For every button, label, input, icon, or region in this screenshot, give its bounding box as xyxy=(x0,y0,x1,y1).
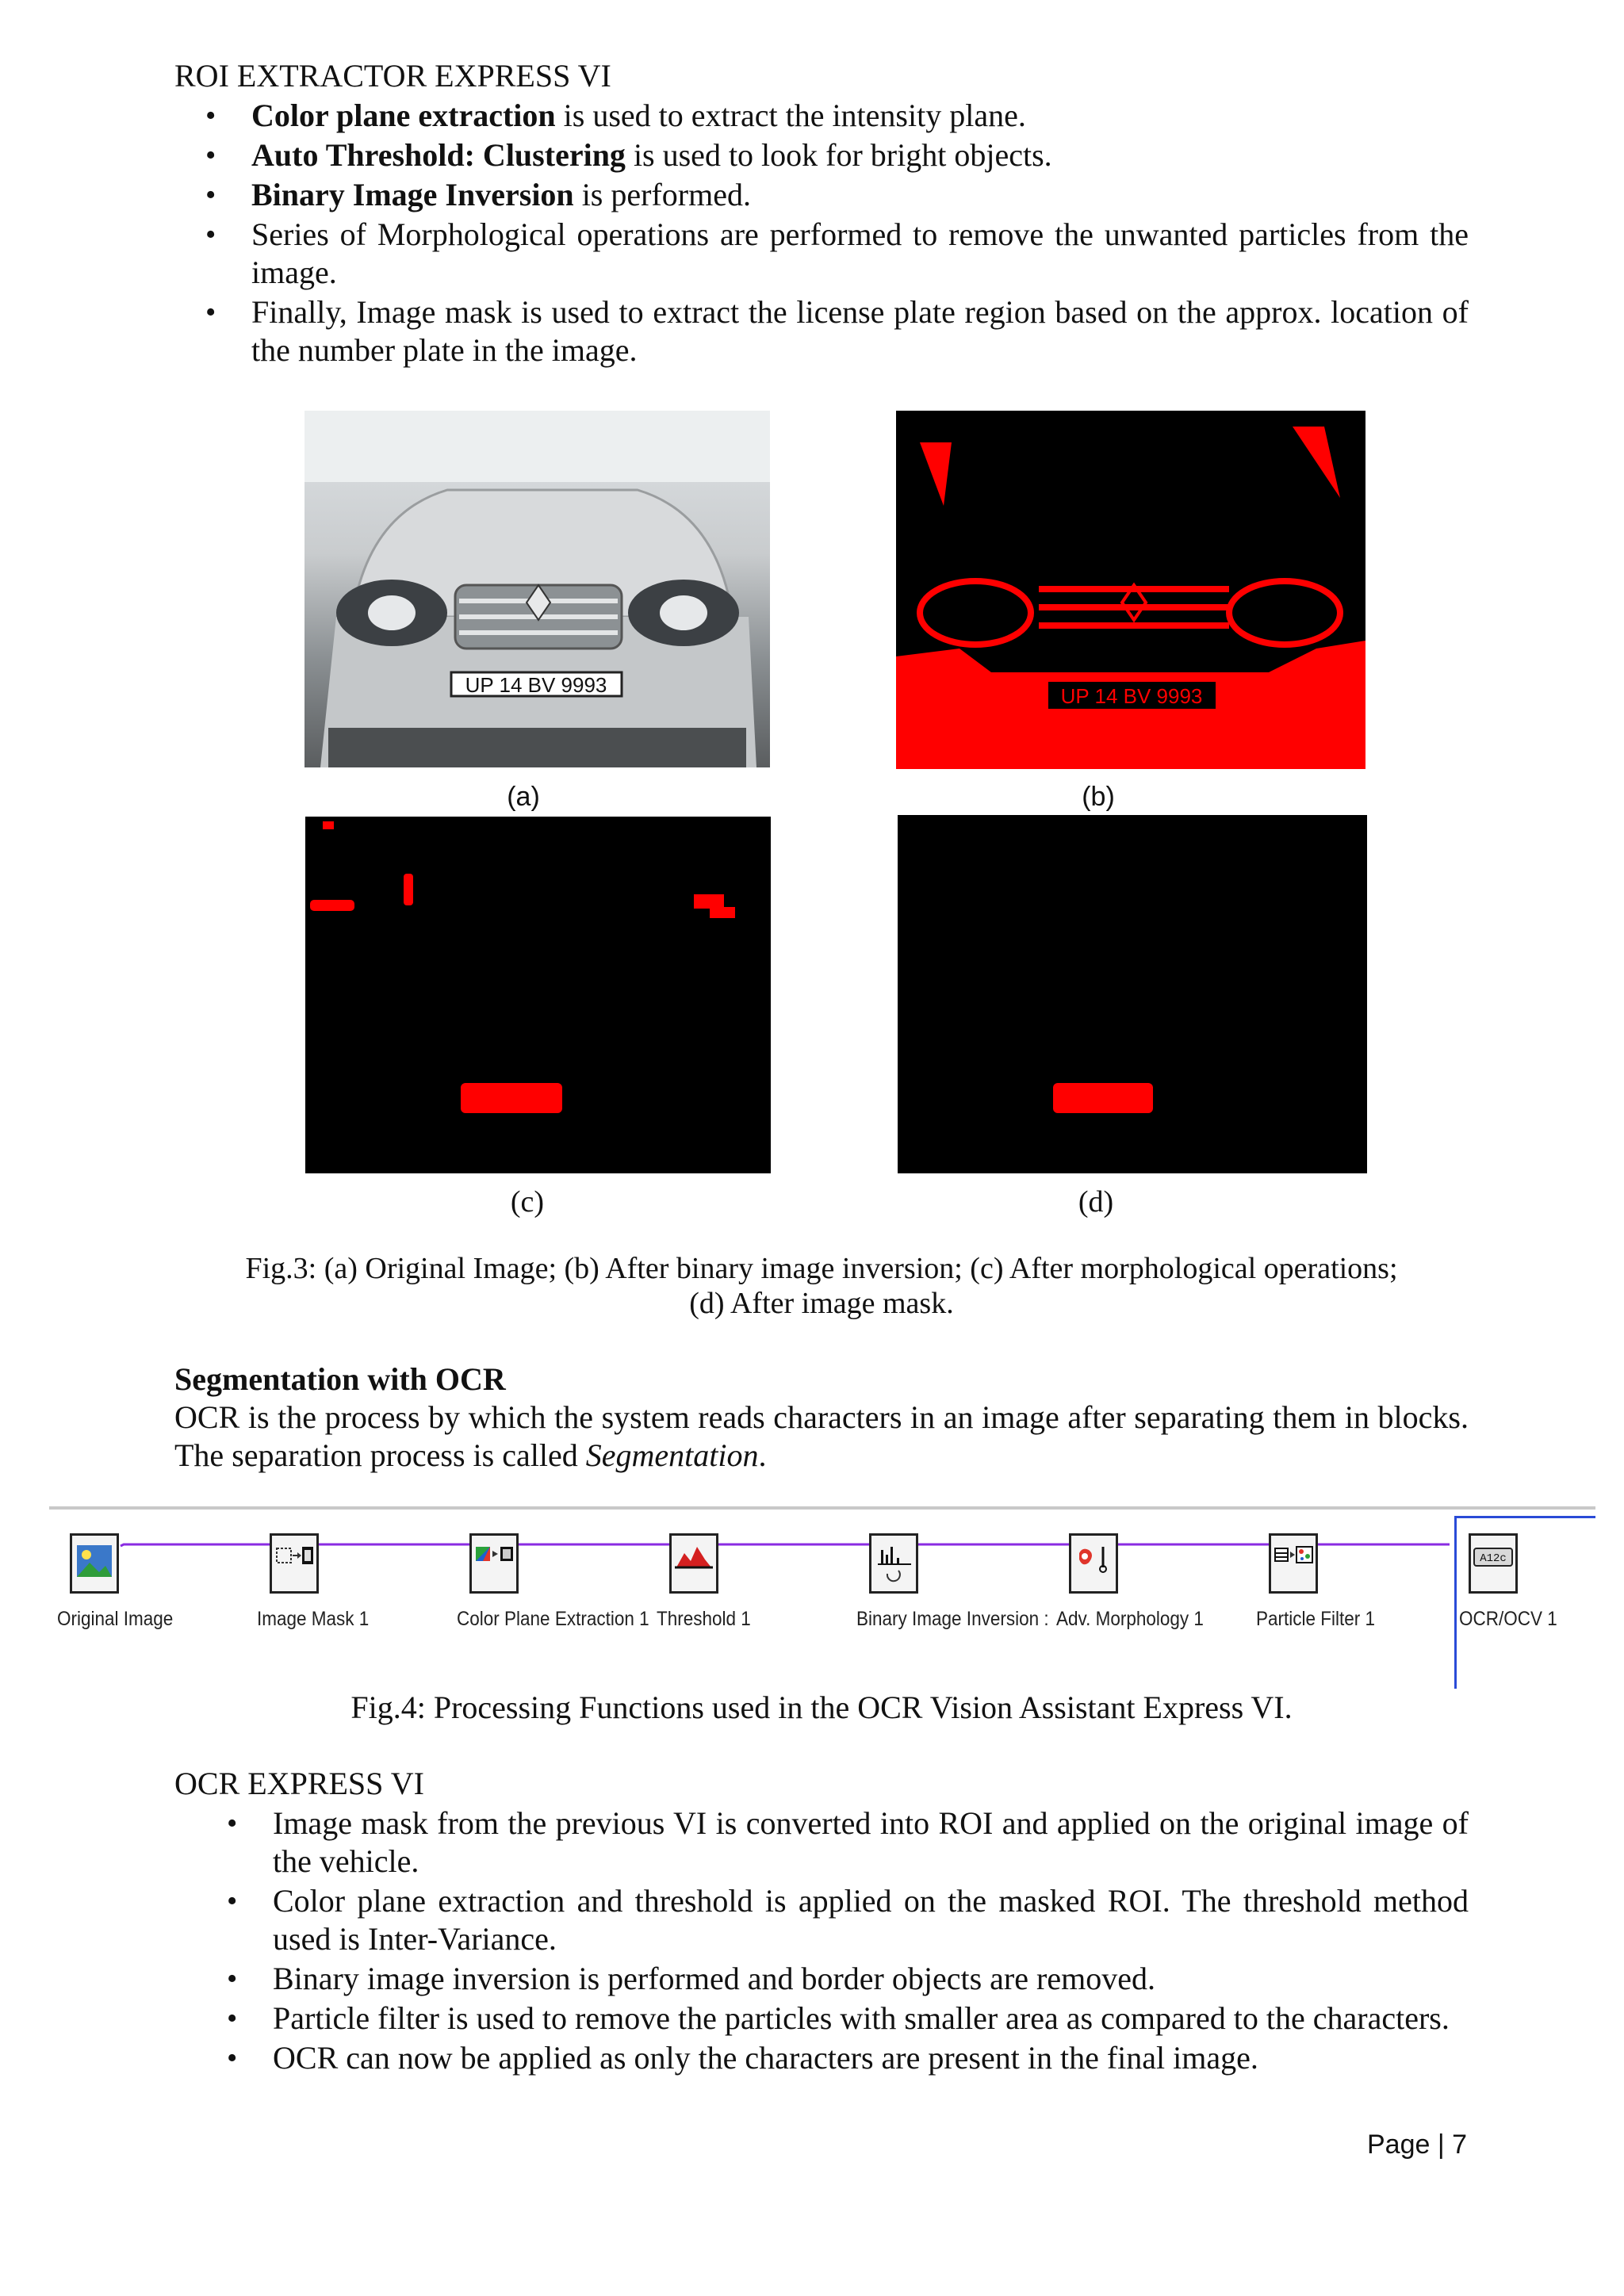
list-item: • Color plane extraction and threshold is applied on the masked ROI. The threshold method used is Inter-Variance. xyxy=(273,1882,1469,1958)
figure4-caption: Fig.4: Processing Functions used in the OCR Vision Assistant Express VI. xyxy=(350,1689,1293,1725)
figure-label-a: (a) xyxy=(507,782,540,812)
adv-morphology-step[interactable] xyxy=(1069,1533,1118,1594)
paragraph-end: . xyxy=(758,1437,767,1473)
section-heading-ocr-express: OCR EXPRESS VI xyxy=(174,1766,424,1801)
figure-label-c: (c) xyxy=(510,1185,545,1219)
list-item xyxy=(251,216,1469,292)
bold-term: Color plane extraction xyxy=(251,98,556,133)
image-mask-step[interactable] xyxy=(270,1533,319,1594)
selection-line-horizontal xyxy=(1454,1516,1595,1518)
step-label: Particle Filter 1 xyxy=(1256,1608,1376,1630)
vision-assistant-panel xyxy=(49,1506,1595,1689)
item-text: is performed. xyxy=(573,177,751,212)
binary-inversion-step[interactable] xyxy=(869,1533,918,1594)
list-item xyxy=(251,176,1469,214)
caption-line-1: Fig.3: (a) Original Image; (b) After binary image inversion; (c) After morphological operations; xyxy=(245,1252,1398,1285)
caption-line-2: (d) After image mask. xyxy=(689,1287,954,1320)
step-label: Adv. Morphology 1 xyxy=(1056,1608,1204,1630)
page-number: Page | 7 xyxy=(1367,2130,1468,2160)
figure-image-mask-image xyxy=(898,815,1367,1173)
list-item xyxy=(251,293,1469,369)
panel-top-border xyxy=(49,1506,1595,1510)
list-item: • Image mask from the previous VI is converted into ROI and applied on the original image of the vehicle. xyxy=(273,1804,1469,1881)
ocr-step[interactable] xyxy=(1469,1533,1518,1594)
inverted-car-illustration xyxy=(896,411,1365,769)
color-plane-step[interactable] xyxy=(469,1533,519,1594)
list-item: • Binary image inversion is performed and border objects are removed. xyxy=(273,1960,1469,1998)
particle-filter-icon xyxy=(1271,1536,1316,1591)
figure-binary-inversion-image xyxy=(896,411,1365,769)
section-heading-roi-extractor: ROI EXTRACTOR EXPRESS VI xyxy=(174,58,611,94)
figure-morphology-image xyxy=(305,817,771,1173)
bold-term: Binary Image Inversion xyxy=(251,177,574,212)
paragraph-text: OCR is the process by which the system reads characters in an image after separating them in blocks. The separation process is called xyxy=(174,1399,1469,1473)
ocr-icon xyxy=(1471,1536,1515,1591)
threshold-step[interactable] xyxy=(669,1533,718,1594)
list-item: • Particle filter is used to remove the particles with smaller area as compared to the characters. xyxy=(273,1999,1469,2038)
svg-text:UP 14 BV 9993: UP 14 BV 9993 xyxy=(465,673,607,697)
image-mask-icon xyxy=(272,1536,316,1591)
bold-term: Auto Threshold: Clustering xyxy=(251,137,626,173)
item-text: Series of Morphological operations are performed to remove the unwanted particles from the image. xyxy=(251,216,1469,290)
item-text: Finally, Image mask is used to extract the license plate region based on the approx. location of the number plate in the image. xyxy=(251,294,1469,368)
masked-plate xyxy=(898,815,1367,1173)
step-label: OCR/OCV 1 xyxy=(1459,1608,1557,1630)
step-label: Image Mask 1 xyxy=(257,1608,370,1630)
item-text: is used to extract the intensity plane. xyxy=(555,98,1026,133)
svg-text:A12c: A12c xyxy=(1480,1552,1507,1565)
svg-text:UP 14 BV 9993: UP 14 BV 9993 xyxy=(1060,684,1203,708)
threshold-icon xyxy=(672,1536,716,1591)
list-item xyxy=(251,97,1469,135)
step-label: Color Plane Extraction 1 xyxy=(457,1608,649,1630)
italic-term: Segmentation xyxy=(585,1437,759,1473)
histogram-icon xyxy=(871,1536,916,1591)
step-label: Original Image xyxy=(57,1608,174,1630)
step-label: Binary Image Inversion : xyxy=(856,1608,1049,1630)
selection-line-vertical xyxy=(1454,1516,1457,1689)
item-text: is used to look for bright objects. xyxy=(625,137,1052,173)
roi-steps-list xyxy=(251,97,1469,369)
particle-filter-step[interactable] xyxy=(1269,1533,1318,1594)
morphology-icon xyxy=(1071,1536,1116,1591)
segmentation-paragraph xyxy=(174,1399,1469,1475)
list-item: • OCR can now be applied as only the characters are present in the final image. xyxy=(273,2039,1469,2077)
original-image-step[interactable] xyxy=(70,1533,119,1594)
morphology-blobs xyxy=(305,817,771,1173)
figure3-caption xyxy=(174,1251,1469,1321)
image-icon xyxy=(72,1536,117,1591)
figure-label-d: (d) xyxy=(1078,1185,1114,1219)
ocr-steps-list xyxy=(273,1804,1469,2077)
color-plane-icon xyxy=(472,1536,516,1591)
step-label: Threshold 1 xyxy=(657,1608,751,1630)
car-illustration xyxy=(304,411,770,767)
figure-label-b: (b) xyxy=(1082,782,1115,812)
list-item xyxy=(251,136,1469,174)
section-heading-segmentation: Segmentation with OCR xyxy=(174,1361,506,1397)
figure-original-car-image xyxy=(304,411,770,767)
